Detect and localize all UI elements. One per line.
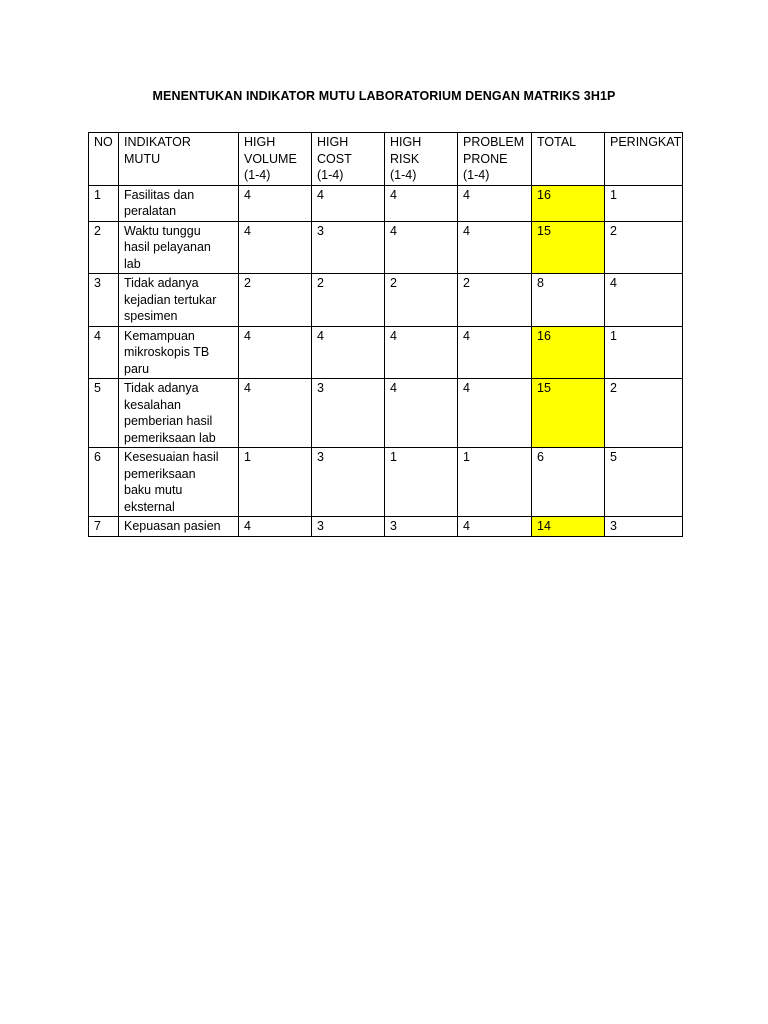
header-indikator: INDIKATOR MUTU xyxy=(119,133,239,186)
high-cost-cell-text: 3 xyxy=(317,381,324,395)
high-volume-cell-text: 2 xyxy=(244,276,251,290)
high-cost-cell-text: 3 xyxy=(317,519,324,533)
problem-prone-cell-text: 2 xyxy=(463,276,470,290)
no-cell-text: 3 xyxy=(94,276,101,290)
total-cell-text: 15 xyxy=(537,381,551,395)
peringkat-cell xyxy=(605,185,683,221)
high-cost-cell xyxy=(312,326,385,379)
table-row xyxy=(89,274,683,327)
high-risk-cell-text: 4 xyxy=(390,381,397,395)
problem-prone-cell-text: 4 xyxy=(463,381,470,395)
high-volume-cell xyxy=(239,274,312,327)
peringkat-cell xyxy=(605,379,683,448)
indikator-cell xyxy=(119,517,239,537)
high-cost-cell xyxy=(312,221,385,274)
high-cost-cell-text: 3 xyxy=(317,223,324,238)
table-body xyxy=(89,185,683,536)
problem-prone-cell xyxy=(458,326,532,379)
peringkat-cell xyxy=(605,517,683,537)
high-cost-cell xyxy=(312,379,385,448)
high-volume-cell xyxy=(239,185,312,221)
peringkat-cell-text: 3 xyxy=(610,519,617,533)
high-risk-cell xyxy=(385,448,458,517)
indicator-matrix-table xyxy=(88,132,683,537)
high-volume-cell xyxy=(239,517,312,537)
indikator-cell-text: Kesesuaian hasil pemeriksaan baku mutu eksternal xyxy=(124,450,219,514)
peringkat-cell xyxy=(605,448,683,517)
peringkat-cell-text: 1 xyxy=(610,187,617,202)
no-cell xyxy=(89,221,119,274)
total-cell xyxy=(532,185,605,221)
total-cell xyxy=(532,517,605,537)
high-risk-cell xyxy=(385,185,458,221)
high-cost-cell-text: 4 xyxy=(317,187,324,202)
problem-prone-cell-text: 4 xyxy=(463,223,470,238)
no-cell-text: 7 xyxy=(94,519,101,533)
header-high-risk: HIGH RISK (1-4) xyxy=(385,133,458,186)
high-risk-cell-text: 4 xyxy=(390,187,397,202)
no-cell xyxy=(89,185,119,221)
indikator-cell xyxy=(119,185,239,221)
total-cell xyxy=(532,326,605,379)
indikator-cell xyxy=(119,221,239,274)
high-risk-cell xyxy=(385,517,458,537)
high-volume-cell-text: 4 xyxy=(244,223,251,238)
indikator-cell-text: Kepuasan pasien xyxy=(124,519,221,533)
indikator-cell xyxy=(119,274,239,327)
no-cell xyxy=(89,274,119,327)
header-no: NO xyxy=(89,133,119,186)
high-volume-cell-text: 4 xyxy=(244,187,251,202)
table-row xyxy=(89,379,683,448)
table-row xyxy=(89,221,683,274)
high-risk-cell-text: 4 xyxy=(390,223,397,238)
indikator-cell-text: Kemampuan mikroskopis TB paru xyxy=(124,328,210,376)
problem-prone-cell xyxy=(458,448,532,517)
high-volume-cell-text: 4 xyxy=(244,328,251,343)
header-high-volume: HIGH VOLUME (1-4) xyxy=(239,133,312,186)
high-risk-cell xyxy=(385,379,458,448)
no-cell-text: 4 xyxy=(94,328,101,343)
peringkat-cell xyxy=(605,274,683,327)
problem-prone-cell xyxy=(458,185,532,221)
peringkat-cell-text: 4 xyxy=(610,276,617,290)
indikator-cell xyxy=(119,326,239,379)
table-row xyxy=(89,326,683,379)
header-total: TOTAL xyxy=(532,133,605,186)
peringkat-cell-text: 1 xyxy=(610,328,617,343)
high-risk-cell xyxy=(385,274,458,327)
indikator-cell xyxy=(119,379,239,448)
indikator-cell-text: Fasilitas dan peralatan xyxy=(124,187,195,218)
table-row xyxy=(89,185,683,221)
high-volume-cell xyxy=(239,448,312,517)
problem-prone-cell xyxy=(458,274,532,327)
peringkat-cell-text: 2 xyxy=(610,223,617,238)
problem-prone-cell xyxy=(458,221,532,274)
peringkat-cell xyxy=(605,326,683,379)
problem-prone-cell xyxy=(458,379,532,448)
table-row xyxy=(89,448,683,517)
total-cell-text: 6 xyxy=(537,450,544,464)
high-volume-cell xyxy=(239,326,312,379)
peringkat-cell-text: 2 xyxy=(610,381,617,395)
no-cell xyxy=(89,517,119,537)
total-cell xyxy=(532,274,605,327)
header-problem-prone: PROBLEM PRONE (1-4) xyxy=(458,133,532,186)
high-cost-cell xyxy=(312,274,385,327)
high-volume-cell-text: 4 xyxy=(244,519,251,533)
problem-prone-cell-text: 4 xyxy=(463,328,470,343)
high-cost-cell xyxy=(312,185,385,221)
no-cell xyxy=(89,448,119,517)
high-volume-cell xyxy=(239,221,312,274)
high-risk-cell-text: 1 xyxy=(390,450,397,464)
high-cost-cell-text: 2 xyxy=(317,276,324,290)
high-risk-cell xyxy=(385,221,458,274)
header-row xyxy=(89,133,683,186)
high-volume-cell-text: 1 xyxy=(244,450,251,464)
indikator-cell xyxy=(119,448,239,517)
high-volume-cell xyxy=(239,379,312,448)
high-volume-cell-text: 4 xyxy=(244,381,251,395)
high-cost-cell xyxy=(312,448,385,517)
problem-prone-cell-text: 4 xyxy=(463,519,470,533)
high-cost-cell-text: 3 xyxy=(317,450,324,464)
indikator-cell-text: Tidak adanya kejadian tertukar spesimen xyxy=(124,276,217,323)
peringkat-cell xyxy=(605,221,683,274)
total-cell xyxy=(532,448,605,517)
indikator-cell-text: Tidak adanya kesalahan pemberian hasil pemeriksaan lab xyxy=(124,381,216,445)
total-cell-text: 15 xyxy=(537,223,551,238)
total-cell-text: 14 xyxy=(537,519,551,533)
total-cell-text: 16 xyxy=(537,187,551,202)
no-cell-text: 2 xyxy=(94,223,101,238)
document-title: MENENTUKAN INDIKATOR MUTU LABORATORIUM DENGAN MATRIKS 3H1P xyxy=(152,89,616,103)
no-cell-text: 6 xyxy=(94,450,101,464)
peringkat-cell-text: 5 xyxy=(610,450,617,464)
problem-prone-cell-text: 1 xyxy=(463,450,470,464)
high-cost-cell-text: 4 xyxy=(317,328,324,343)
high-risk-cell-text: 4 xyxy=(390,328,397,343)
high-cost-cell xyxy=(312,517,385,537)
problem-prone-cell-text: 4 xyxy=(463,187,470,202)
header-peringkat: PERINGKAT xyxy=(605,133,683,186)
no-cell-text: 1 xyxy=(94,187,101,202)
header-high-cost: HIGH COST (1-4) xyxy=(312,133,385,186)
high-risk-cell-text: 2 xyxy=(390,276,397,290)
total-cell xyxy=(532,379,605,448)
indikator-cell-text: Waktu tunggu hasil pelayanan lab xyxy=(124,223,211,271)
no-cell xyxy=(89,326,119,379)
no-cell xyxy=(89,379,119,448)
high-risk-cell-text: 3 xyxy=(390,519,397,533)
high-risk-cell xyxy=(385,326,458,379)
total-cell xyxy=(532,221,605,274)
no-cell-text: 5 xyxy=(94,381,101,395)
table-row xyxy=(89,517,683,537)
total-cell-text: 8 xyxy=(537,276,544,290)
problem-prone-cell xyxy=(458,517,532,537)
total-cell-text: 16 xyxy=(537,328,551,343)
